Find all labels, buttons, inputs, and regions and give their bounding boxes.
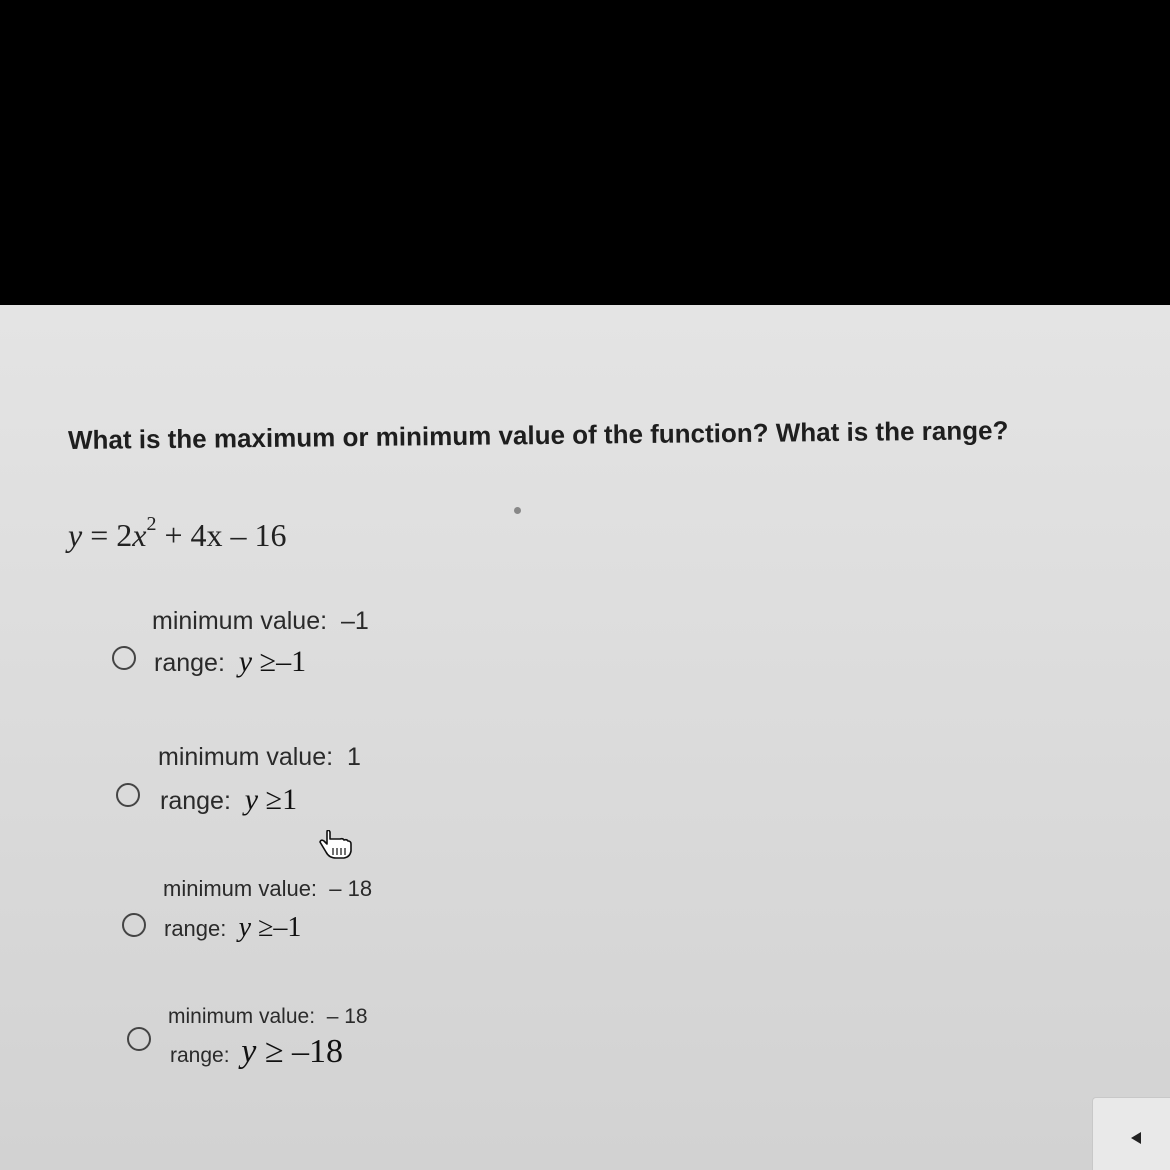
choice-4-range-expr: ≥ –18 [264,1033,343,1070]
choice-4-minimum [168,1005,368,1029]
choice-3-range-var: y [238,912,252,943]
choice-4-range-var: y [241,1033,257,1070]
screen-speck [514,507,521,514]
equation-eq: = 2 [82,517,133,553]
choice-3-min-label: minimum value: [163,876,318,901]
question-text: What is the maximum or minimum value of the function? What is the range? [67,415,1009,455]
radio-button-1[interactable] [112,646,136,670]
choice-3-range-expr: ≥–1 [258,912,302,943]
choice-1-minimum [152,607,369,636]
choice-1-min-value: –1 [340,607,369,635]
choice-4-range-label: range: [170,1044,230,1067]
choice-4-range [170,1033,343,1071]
choice-1-min-label: minimum value: [152,607,328,635]
choice-2-range [160,783,297,817]
choice-2-minimum [158,743,361,772]
choice-3-minimum [163,876,372,902]
choice-2-min-value: 1 [346,743,361,771]
equation-rest: + 4x – 16 [156,517,287,553]
quiz-screen [0,305,1170,1170]
choice-1-range [154,645,306,679]
previous-button[interactable] [1092,1097,1170,1170]
radio-button-2[interactable] [116,783,140,807]
choice-2-range-label: range: [160,787,231,815]
equation-x: x [132,517,147,553]
radio-button-4[interactable] [127,1027,151,1051]
choice-3-range [164,912,301,944]
choice-4-min-label: minimum value: [168,1005,316,1028]
choice-4-min-value: – 18 [326,1005,368,1028]
equation-y: y [68,517,83,553]
arrow-left-icon [1131,1132,1141,1144]
choice-1-range-var: y [238,645,253,678]
choice-2-min-label: minimum value: [158,743,334,771]
choice-1-range-label: range: [154,649,225,677]
equation-exponent: 2 [146,513,157,536]
hand-pointer-icon [318,830,354,865]
radio-button-3[interactable] [122,913,146,937]
choice-3-min-value: – 18 [329,876,373,901]
camera-black-area [0,0,1170,305]
choice-2-range-var: y [244,783,259,816]
choice-1-range-expr: ≥–1 [259,645,307,678]
function-equation [68,513,287,554]
choice-2-range-expr: ≥1 [265,783,298,816]
choice-3-range-label: range: [164,916,227,941]
